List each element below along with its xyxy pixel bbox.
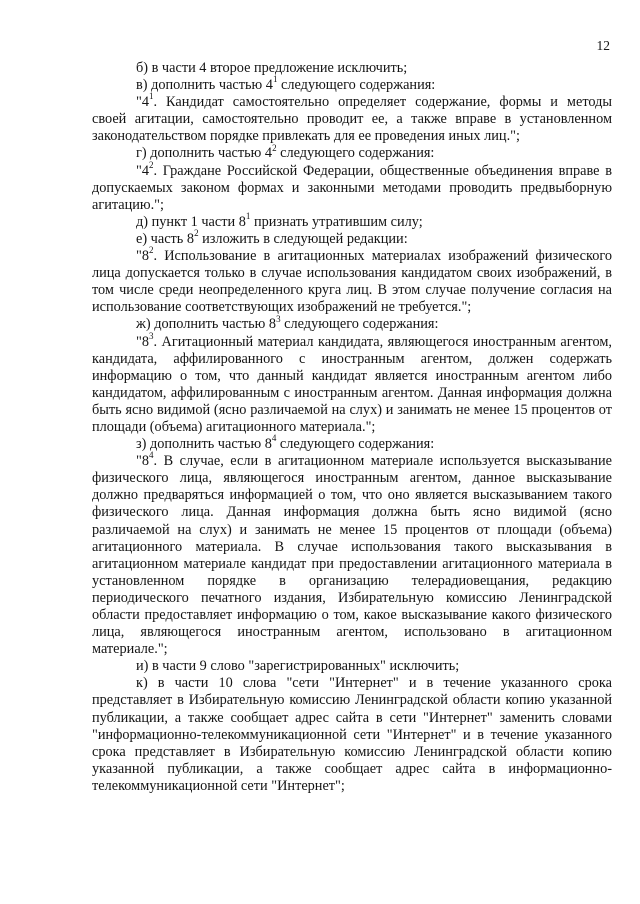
superscript: 2 <box>194 228 199 239</box>
paragraph-e: е) часть $8^2$ изложить в следующей редакции: <box>136 228 408 247</box>
paragraph-4-2: "$4^2$. Граждане Российской Федерации, общественные объединения вправе в допускаемых законом формах и законными методами проводить предвыборную агитацию."; <box>92 159 612 213</box>
superscript: 4 <box>149 450 154 461</box>
paragraph-8-4: "$8^4$. В случае, если в агитационном материале используется высказывание физического лица, являющегося иностранным агентом, данное высказывание должно предваряться информацией о том, что оно является высказыванием такого физического лица. Данная информация должна быть ясно видимой (ясно различаемой на слух) и занимать не менее 15 процентов от площади (объема) агитационного материала. В случае использования такого высказывания в агитационном материале кандидат при предоставлении агитационного материала в установленном порядке в организацию телерадиовещания, редакцию периодического печатного издания, Избирательную комиссию Ленинградской области предоставляет информацию о том, какое высказывание какого физического лица, являющегося иностранным агентом, использовано в агитационном материале."; <box>92 450 612 658</box>
paragraph-i: и) в части 9 слово "зарегистрированных" исключить; <box>136 658 460 675</box>
paragraph-b: б) в части 4 второе предложение исключить; <box>136 60 408 76</box>
superscript: 3 <box>149 330 154 341</box>
superscript: 2 <box>149 159 154 170</box>
superscript: 1 <box>272 74 278 85</box>
superscript: 3 <box>276 313 281 324</box>
paragraph-z: з) дополнить частью $8^4$ следующего содержания: <box>136 433 435 453</box>
paragraph-zh: ж) дополнить частью $8^3$ следующего содержания: <box>136 313 439 333</box>
superscript: 4 <box>271 433 277 444</box>
paragraph-4-1: "$4^1$. Кандидат самостоятельно определяет содержание, формы и методы своей агитации, самостоятельно проводит ее, а также вправе в установленном законодательством порядке привлекать для ее проведения иных лиц."; <box>92 91 612 145</box>
paragraph-8-3: "$8^3$. Агитационный материал кандидата, являющегося иностранным агентом, кандидата, аффилированного с иностранным агентом, должен содержать информацию о том, что данный кандидат является иностранным агентом либо кандидатом, аффилированным с иностранным агентом. Данная информация должна быть ясно видимой (ясно различаемой на слух) и занимать не менее 15 процентов от площади (объема) агитационного материала."; <box>92 330 612 435</box>
paragraph-v: в) дополнить частью $4^1$ следующего содержания: <box>136 74 436 94</box>
superscript: 1 <box>149 91 154 102</box>
paragraph-k: к) в части 10 слова "сети "Интернет" и в течение указанного срока представляет в Избирательную комиссию Ленинградской области копию указанной публикации, а также сообщает адрес сайта в сети "Интернет" заменить словами "информационно-телекоммуникационной сети "Интернет" и в течение указанного срока представляет в Избирательную комиссию Ленинградской области копию указанной публикации, а также сообщает адрес сайта в информационно-телекоммуникационной сети "Интернет"; <box>92 675 612 794</box>
paragraph-d: д) пункт 1 части $8^1$ признать утратившим силу; <box>136 211 423 230</box>
paragraph-g: г) дополнить частью $4^2$ следующего содержания: <box>136 142 435 162</box>
document-body <box>92 60 612 795</box>
superscript: 2 <box>272 142 277 153</box>
superscript: 2 <box>149 245 154 256</box>
superscript: 1 <box>245 211 251 222</box>
page-number: 12 <box>596 38 610 53</box>
paragraph-8-2: "$8^2$. Использование в агитационных материалах изображений физического лица допускается только в случае использования кандидатом своих изображений, в том числе среди неопределенного круга лиц. В этом случае получение согласия на использование соответствующих изображений не требуется."; <box>92 245 612 316</box>
